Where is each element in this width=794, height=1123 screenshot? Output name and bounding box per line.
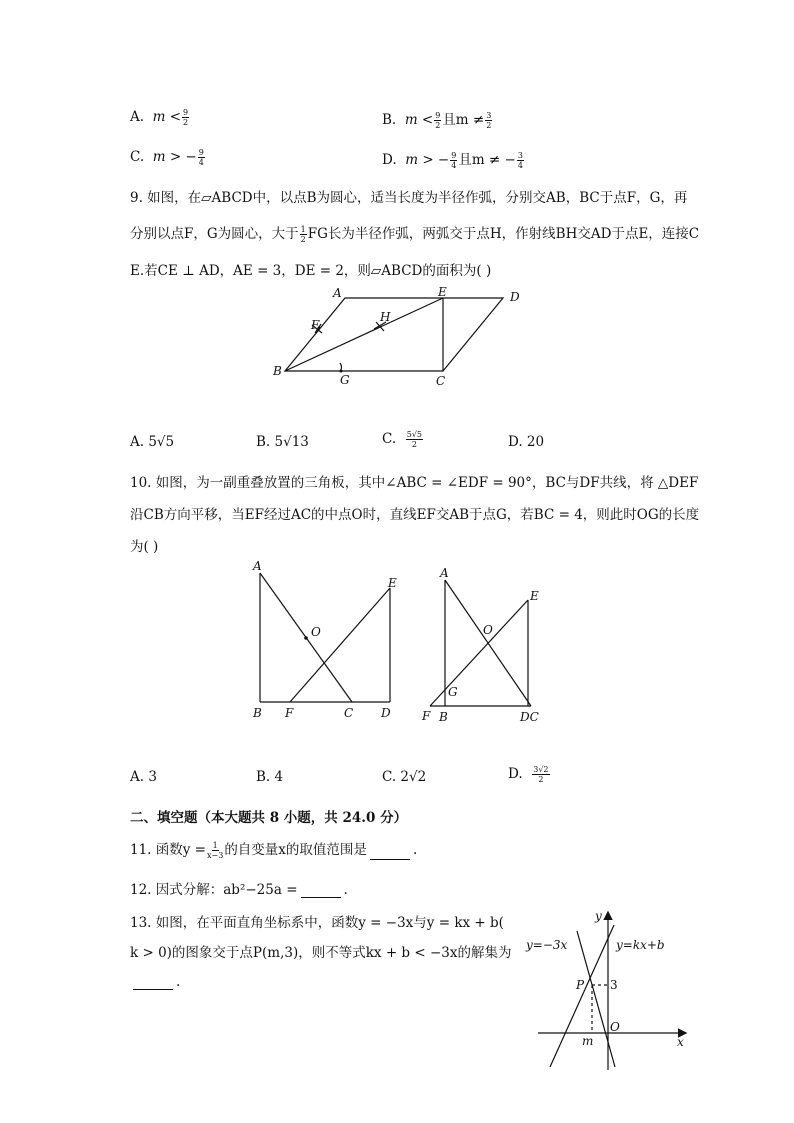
- label-3: 3: [610, 978, 618, 992]
- q10-option-a: A. 3: [130, 769, 157, 785]
- q11-text: 11. 函数y = $\frac{1}{x-3}$ 的自变量x的取值范围是 .: [130, 841, 418, 860]
- q13-text-line1: 13. 如图，在平面直角坐标系中，函数y = −3x与y = kx + b(: [130, 915, 504, 931]
- label-c: C: [344, 706, 354, 720]
- label-dc: DC: [520, 710, 539, 724]
- ray-be: [285, 298, 443, 371]
- label-e: E: [438, 285, 447, 299]
- q9-figure: [260, 285, 540, 395]
- q8-option-b: B. m < $\frac{9}{2}$ 且m ≠ $\frac{3}{2}$: [382, 111, 492, 130]
- label-y: y: [595, 909, 602, 923]
- label-a: A: [440, 566, 449, 580]
- label-o: O: [610, 1020, 620, 1034]
- label-a: A: [253, 559, 262, 573]
- label-f: F: [285, 706, 294, 720]
- q9-text-line3: E.若CE ⊥ AD，AE = 3，DE = 2，则▱ABCD的面积为( ): [130, 263, 492, 279]
- section-heading: 二、填空题（本大题共 8 小题，共 24.0 分）: [130, 810, 408, 826]
- label-f: F: [311, 318, 320, 332]
- q9-option-a: A. 5√5: [130, 434, 175, 450]
- q8-option-c: C. m > − $\frac{9}{4}$: [130, 148, 204, 167]
- q10-text-line1: 10. 如图，为一副重叠放置的三角板，其中∠ABC = ∠EDF = 90°，BC与DF共线，将 △DEF: [130, 475, 699, 491]
- label-c: C: [436, 374, 446, 388]
- answer-blank[interactable]: [133, 977, 173, 990]
- label-b: B: [253, 706, 262, 720]
- label-g: G: [340, 373, 350, 387]
- label-x: x: [677, 1035, 684, 1049]
- label-b: B: [439, 710, 448, 724]
- label-h: H: [380, 310, 391, 324]
- label-m: m: [582, 1034, 594, 1048]
- q8-option-a: A. m < $\frac{9}{2}$: [130, 108, 189, 127]
- q8-option-d: D. m > − $\frac{9}{4}$ 且m ≠ − $\frac{3}{4}$: [382, 151, 523, 170]
- q10-option-d: D. $\frac{3√2}{2}$: [508, 765, 549, 784]
- q10-figure-1: [245, 558, 410, 723]
- q13-coordinate-figure: [520, 905, 700, 1075]
- label-f: F: [422, 709, 431, 723]
- q10-option-c: C. 2√2: [382, 769, 427, 785]
- q10-figure-2: [415, 562, 555, 727]
- answer-blank[interactable]: [301, 885, 341, 898]
- label-line1: y=−3x: [526, 938, 568, 952]
- label-d: D: [381, 706, 391, 720]
- parallelogram-abcd: [285, 298, 503, 371]
- label-o: O: [483, 623, 493, 637]
- label-b: B: [273, 364, 282, 378]
- label-e: E: [388, 576, 397, 590]
- q10-text-line2: 沿CB方向平移，当EF经过AC的中点O时，直线EF交AB于点G，若BC = 4，则此时OG的长度: [130, 507, 700, 523]
- q9-text-line2: 分别以点F，G为圆心，大于 $\frac{1}{2}$ FG长为半径作弧，两弧交于点H，作射线BH交AD于点E，连接C: [130, 225, 700, 244]
- q10-option-b: B. 4: [256, 769, 284, 785]
- label-a: A: [333, 286, 342, 300]
- label-p: P: [576, 978, 585, 992]
- label-g: G: [448, 685, 458, 699]
- label-d: D: [510, 290, 520, 304]
- q12-text: 12. 因式分解：ab²−25a = .: [130, 882, 348, 898]
- q9-option-c: C. $\frac{5√5}{2}$: [382, 430, 423, 449]
- label-e: E: [530, 589, 539, 603]
- q9-text-line1: 9. 如图，在▱ABCD中，以点B为圆心，适当长度为半径作弧，分别交AB，BC于点F，G，再: [130, 190, 688, 206]
- answer-blank[interactable]: [370, 847, 410, 860]
- label-o: O: [311, 625, 321, 639]
- q9-option-b: B. 5√13: [256, 434, 309, 450]
- q13-text-line2: k > 0)的图象交于点P(m,3)，则不等式kx + b < −3x的解集为: [130, 945, 512, 961]
- q9-option-d: D. 20: [508, 434, 545, 450]
- q10-text-line3: 为( ): [130, 539, 159, 555]
- q13-text-line3: .: [130, 974, 180, 990]
- label-line2: y=kx+b: [616, 938, 665, 952]
